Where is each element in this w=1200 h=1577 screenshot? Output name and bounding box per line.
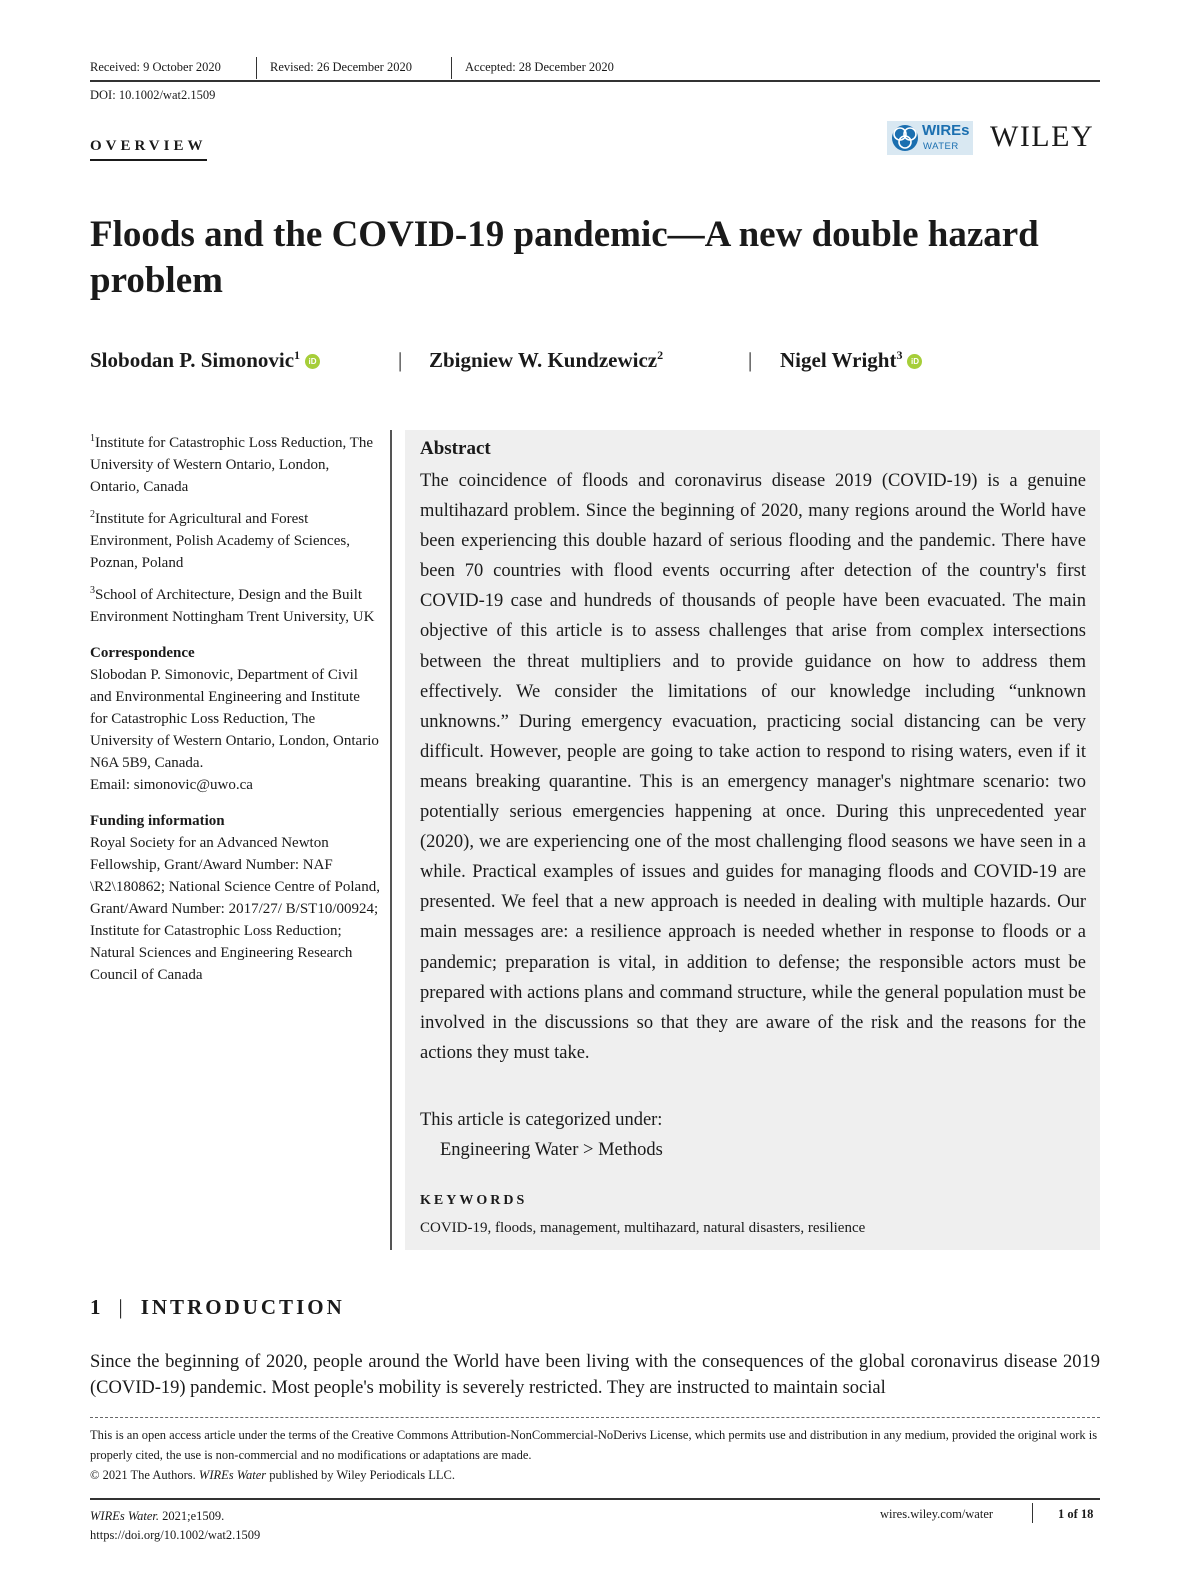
author-3[interactable]: Nigel Wright$^3$ iD [780,348,922,373]
license-notice: This is an open access article under the terms of the Creative Commons Attribution-NonCommercial-NoDerivs License, which permits use and distribution in any medium, provided the original work is properly cited, the use is non-commercial and no modifications or adaptations are made. © 2021 The Authors. WIREs Water published by Wiley Periodicals LLC. [90,1428,1098,1482]
keywords-heading: KEYWORDS [420,1193,528,1208]
divider [1032,1503,1033,1523]
wires-wordmark: WIREs [922,122,970,139]
page-number: 1 of 18 [1058,1507,1094,1521]
affiliation: $^1$Institute for Catastrophic Loss Reduction, The University of Western Ontario, London, Ontario, Canada [90,433,374,495]
abstract-heading: Abstract [420,438,491,459]
author-separator: | [398,348,403,372]
footer-rule [90,1498,1100,1500]
doi[interactable]: DOI: 10.1002/wat2.1509 [90,88,216,102]
funding-text: Royal Society for an Advanced Newton Fellowship, Grant/Award Number: NAF \R2\180862; National Science Centre of Poland, Grant/Award Number: 2017/27/ B/ST10/00924; Institute for Catastrophic Loss Reduction; Natural Sciences and Engineering Research Council of Canada [90,835,380,983]
footer-doi-link[interactable]: https://doi.org/10.1002/wat2.1509 [90,1528,261,1542]
license-divider [90,1417,1100,1418]
divider [451,57,452,79]
funding-heading: Funding information [90,813,225,829]
correspondence-text: Slobodan P. Simonovic, Department of Civil and Environmental Engineering and Institute for Catastrophic Loss Reduction, The University of Western Ontario, London, Ontario N6A 5B9, Canada. [90,667,379,771]
received-date: Received: 9 October 2020 [90,60,221,74]
divider [256,57,257,79]
section-heading: 1 | INTRODUCTION [90,1295,345,1319]
affiliation: $^2$Institute for Agricultural and Forest Environment, Polish Academy of Sciences, Poznan, Poland [90,509,350,571]
abstract-text: The coincidence of floods and coronavirus disease 2019 (COVID-19) is a genuine multihazard problem. Since the beginning of 2020, many regions around the World have been experiencing this double hazard of serious flooding and the pandemic. There have been 70 countries with flood events occurring after detection of the country's first COVID-19 case and hundreds of thousands of people have been evacuated. The main objective of this article is to assess challenges that arise from complex intersections between the threat multipliers and to provide guidance on how to address them effectively. We consider the limitations of our knowledge including “unknown unknowns.” During emergency evacuation, practicing social distancing can be very difficult. However, people are going to take action to respond to rising waters, even if it means breaking quarantine. This is an emergency manager's nightmare scenario: two potentially serious emergencies happening at once. During this unprecedented year (2020), we are experiencing one of the most challenging flood seasons we have seen in a while. Practical examples of issues and guides for managing floods and COVID-19 are presented. We feel that a new approach is needed in dealing with multiple hazards. Our main messages are: a resilience approach is needed whether in response to floods or a pandemic; preparation is vital, in addition to defense; the responsible actors must be prepared with actions plans and command structure, while the general population must be involved in the discussions so that they are aware of the risk and the reasons for the actions they must take. [420,471,1086,1063]
footer-citation: WIREs Water. 2021;e1509. https://doi.org/10.1002/wat2.1509 [90,1509,261,1542]
sidebar-info [90,428,380,986]
wiley-logo: WILEY [990,120,1095,153]
revised-date: Revised: 26 December 2020 [270,60,412,74]
publication-dates [90,60,1100,82]
keywords-list: COVID-19, floods, management, multihazard, natural disasters, resilience [420,1220,866,1236]
author-1[interactable]: Slobodan P. Simonovic$^1$ iD [90,348,320,373]
author-separator: | [748,348,753,372]
wires-globe-icon [890,123,920,153]
author-2[interactable]: Zbigniew W. Kundzewicz$^2$ [429,348,664,372]
category-link[interactable]: Engineering Water > Methods [440,1140,663,1160]
article-title: Floods and the COVID-19 pandemic—A new double hazard problem [90,214,1039,301]
section-label: OVERVIEW [90,138,207,161]
column-divider [390,430,392,1250]
correspondence-heading: Correspondence [90,645,195,661]
accepted-date: Accepted: 28 December 2020 [465,60,614,74]
correspondence-email[interactable]: Email: simonovic@uwo.ca [90,777,253,793]
header-rule [90,80,1100,82]
category-label: This article is categorized under: [420,1110,663,1130]
orcid-icon[interactable]: iD [305,354,320,369]
orcid-icon[interactable]: iD [907,354,922,369]
intro-paragraph: Since the beginning of 2020, people around the World have been living with the consequences of the global coronavirus disease 2019 (COVID-19) pandemic. Most people's mobility is severely restricted. They are instructed to maintain social [90,1352,1100,1398]
footer-site-link[interactable]: wires.wiley.com/water [880,1507,994,1521]
wires-subtitle: WATER [923,141,959,152]
affiliation: $^3$School of Architecture, Design and the Built Environment Nottingham Trent University, UK [90,585,375,625]
